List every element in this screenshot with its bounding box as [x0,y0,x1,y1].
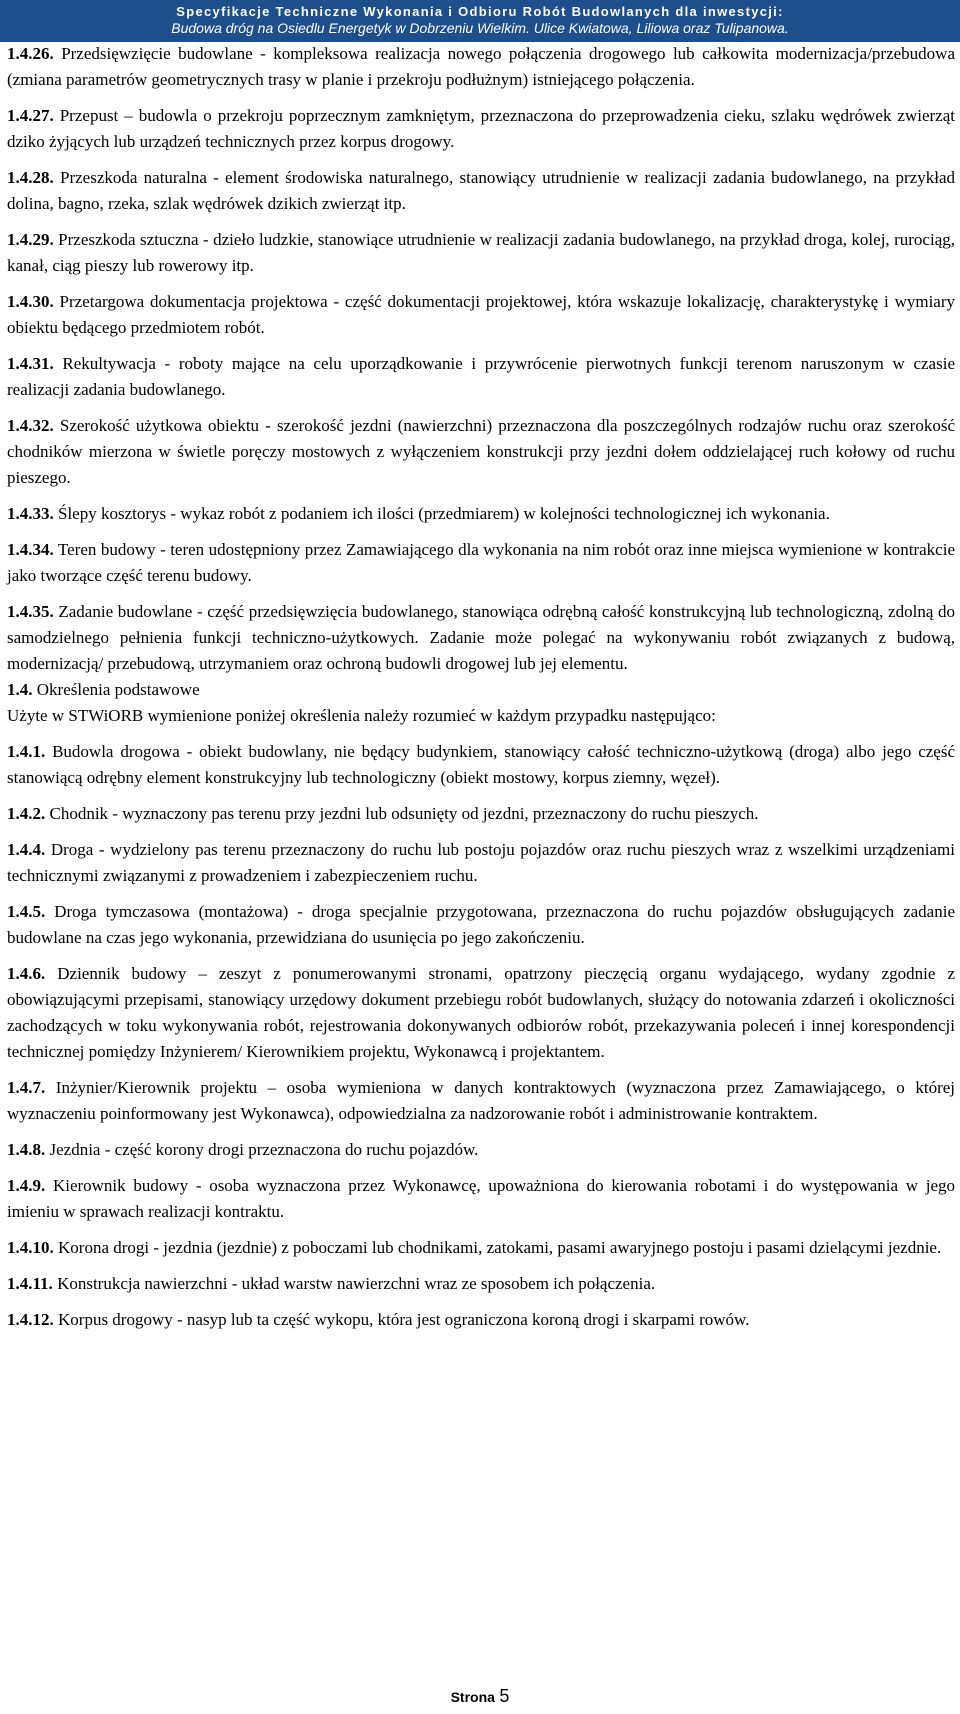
definition-paragraph: 1.4.35. Zadanie budowlane - część przedsięwzięcia budowlanego, stanowiąca odrębną całość konstrukcyjną lub technologiczną, zdolną do samodzielnego pełnienia funkcji techniczno-użytkowych. Zadanie może polegać na wykonywaniu robót związanych z budową, modernizacją/ przebudową, utrzymaniem oraz ochroną budowli drogowej lub jej elementu. [7,602,955,673]
page-footer [0,1686,960,1707]
page-label: Strona [450,1689,495,1705]
definition-paragraph: 1.4.5. Droga tymczasowa (montażowa) - droga specjalnie przygotowana, przeznaczona do ruchu pojazdów obsługujących zadanie budowlane na czas jego wykonania, przewidziana do usunięcia po jego zakończeniu. [7,902,955,947]
definition-paragraph: 1.4.28. Przeszkoda naturalna - element środowiska naturalnego, stanowiący utrudnienie w realizacji zadania budowlanego, na przykład dolina, bagno, rzeka, szlak wędrówek dzikich zwierząt itp. [7,168,955,213]
definition-paragraph: 1.4.6. Dziennik budowy – zeszyt z ponumerowanymi stronami, opatrzony pieczęcią organu wydającego, wydany zgodnie z obowiązującymi przepisami, stanowiący urzędowy dokument przebiegu robót budowlanych, służący do notowania zdarzeń i okoliczności zachodzących w toku wykonywania robót, rejestrowania dokonywanych odbiorów robót, przekazywania poleceń i innej korespondencji technicznej pomiędzy Inżynierem/ Kierownikiem projektu, Wykonawcą i projektantem. [7,964,955,1061]
definition-paragraph: 1.4.12. Korpus drogowy - nasyp lub ta część wykopu, która jest ograniczona koroną drogi i skarpami rowów. [7,1310,750,1329]
definition-paragraph: 1.4.7. Inżynier/Kierownik projektu – osoba wymieniona w danych kontraktowych (wyznaczona przez Zamawiającego, o której wyznaczeniu poinformowany jest Wykonawca), odpowiedzialna za nadzorowanie robót i administrowanie kontraktem. [7,1078,955,1123]
definition-paragraph: 1.4.8. Jezdnia - część korony drogi przeznaczona do ruchu pojazdów. [7,1140,479,1159]
definition-paragraph: 1.4.33. Ślepy kosztorys - wykaz robót z podaniem ich ilości (przedmiarem) w kolejności technologicznej ich wykonania. [7,504,830,523]
definition-paragraph: 1.4.9. Kierownik budowy - osoba wyznaczona przez Wykonawcę, upoważniona do kierowania robotami i do występowania w jego imieniu w sprawach realizacji kontraktu. [7,1176,955,1221]
definition-paragraph: 1.4.32. Szerokość użytkowa obiektu - szerokość jezdni (nawierzchni) przeznaczona dla poszczególnych rodzajów ruchu oraz szerokość chodników mierzona w świetle poręczy mostowych z wyłączeniem konstrukcji przy jezdni dołem oddzielającej ruch kołowy od ruchu pieszego. [7,416,955,487]
definition-paragraph: 1.4.29. Przeszkoda sztuczna - dzieło ludzkie, stanowiące utrudnienie w realizacji zadania budowlanego, na przykład droga, kolej, rurociąg, kanał, ciąg pieszy lub rowerowy itp. [7,230,955,275]
section-intro: Użyte w STWiORB wymienione poniżej określenia należy rozumieć w każdym przypadku następująco: [7,706,716,725]
definition-paragraph: 1.4.31. Rekultywacja - roboty mające na celu uporządkowanie i przywrócenie pierwotnych funkcji terenom naruszonym w czasie realizacji zadania budowlanego. [7,354,955,399]
header-subtitle: Budowa dróg na Osiedlu Energetyk w Dobrzeniu Wielkim. Ulice Kwiatowa, Liliowa oraz Tulipanowa. [171,20,789,36]
header-title: Specyfikacje Techniczne Wykonania i Odbioru Robót Budowlanych dla inwestycji: [176,4,784,19]
definition-paragraph: 1.4.10. Korona drogi - jezdnia (jezdnie) z poboczami lub chodnikami, zatokami, pasami awaryjnego postoju i pasami dzielącymi jezdnie. [7,1238,942,1257]
page-number: 5 [499,1686,510,1706]
definition-paragraph: 1.4.2. Chodnik - wyznaczony pas terenu przy jezdni lub odsunięty od jezdni, przeznaczony do ruchu pieszych. [7,804,759,823]
definition-paragraph: 1.4.34. Teren budowy - teren udostępniony przez Zamawiającego dla wykonania na nim robót oraz inne miejsca wymienione w kontrakcie jako tworzące część terenu budowy. [7,540,955,585]
definition-paragraph: 1.4.30. Przetargowa dokumentacja projektowa - część dokumentacji projektowej, która wskazuje lokalizację, charakterystykę i wymiary obiektu będącego przedmiotem robót. [7,292,955,337]
definition-paragraph: 1.4.1. Budowla drogowa - obiekt budowlany, nie będący budynkiem, stanowiący całość techniczno-użytkową (droga) albo jego część stanowiącą odrębny element konstrukcyjny lub technologiczny (obiekt mostowy, korpus ziemny, węzeł). [7,742,955,787]
definition-paragraph: 1.4.27. Przepust – budowla o przekroju poprzecznym zamkniętym, przeznaczona do przeprowadzenia cieku, szlaku wędrówek zwierząt dziko żyjących lub urządzeń technicznych przez korpus drogowy. [7,106,955,151]
document-header [0,0,960,42]
definition-paragraph: 1.4.26. Przedsięwzięcie budowlane - kompleksowa realizacja nowego połączenia drogowego lub całkowita modernizacja/przebudowa (zmiana parametrów geometrycznych trasy w planie i przekroju podłużnym) istniejącego połączenia. [7,44,955,89]
section-heading: 1.4. Określenia podstawowe [7,680,200,699]
definition-paragraph: 1.4.11. Konstrukcja nawierzchni - układ warstw nawierzchni wraz ze sposobem ich połączenia. [7,1274,656,1293]
document-body [7,41,955,1343]
definition-paragraph: 1.4.4. Droga - wydzielony pas terenu przeznaczony do ruchu lub postoju pojazdów oraz ruchu pieszych wraz z wszelkimi urządzeniami technicznymi związanymi z prowadzeniem i zabezpieczeniem ruchu. [7,840,955,885]
